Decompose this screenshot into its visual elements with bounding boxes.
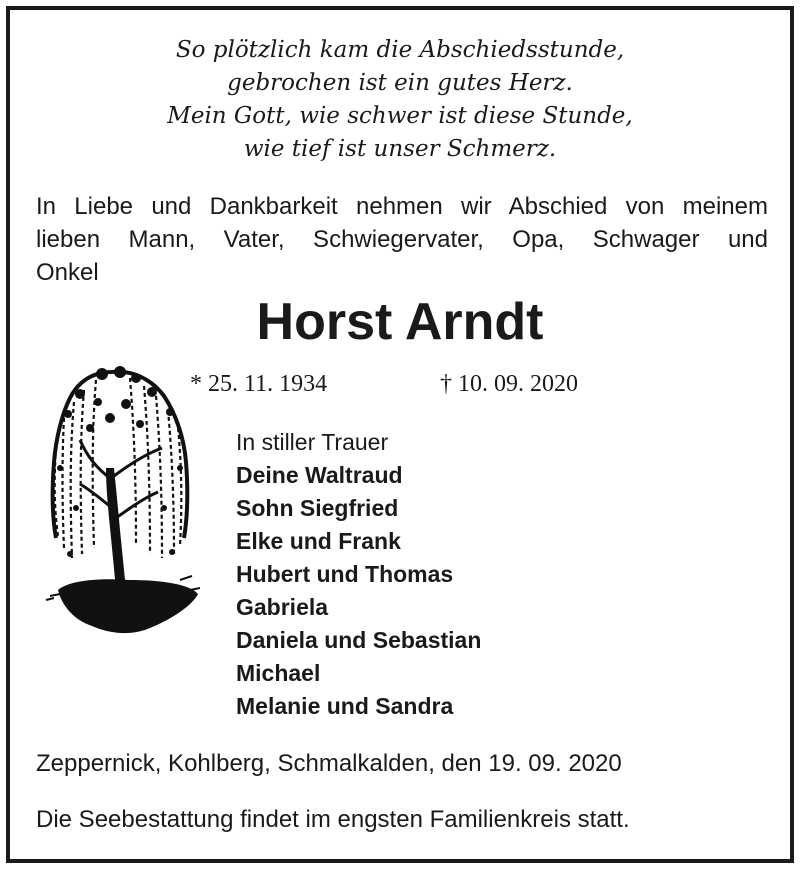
weeping-willow-icon	[40, 358, 200, 638]
mourner: Daniela und Sebastian	[236, 627, 482, 653]
funeral-note: Die Seebestattung findet im engsten Familienkreis statt.	[36, 806, 630, 833]
poem-line: Mein Gott, wie schwer ist diese Stunde,	[167, 103, 633, 129]
intro-line: In Liebe und Dankbarkeit nehmen wir Abschied von meinem	[36, 193, 768, 220]
mourner: Elke und Frank	[236, 528, 401, 554]
intro-line: lieben Mann, Vater, Schwiegervater, Opa, Schwager und	[36, 226, 768, 253]
death-date: † 10. 09. 2020	[440, 371, 578, 397]
deceased-name: Horst Arndt	[256, 293, 544, 351]
mourner: Melanie und Sandra	[236, 693, 454, 719]
life-dates	[190, 368, 630, 400]
mourners-list	[236, 426, 716, 723]
mourner: Sohn Siegfried	[236, 495, 399, 521]
birth-date: * 25. 11. 1934	[190, 371, 328, 397]
mourner: Hubert und Thomas	[236, 561, 454, 587]
mourner: Deine Waltraud	[236, 462, 403, 488]
poem-line: gebrochen ist ein gutes Herz.	[227, 70, 573, 96]
poem-line: wie tief ist unser Schmerz.	[243, 136, 557, 162]
intro-text	[36, 190, 768, 289]
obituary-frame	[6, 6, 794, 863]
intro-line: Onkel	[36, 259, 99, 286]
poem-line: So plötzlich kam die Abschiedsstunde,	[175, 37, 625, 63]
mourner: Michael	[236, 660, 321, 686]
poem	[10, 34, 790, 166]
mourning-heading: In stiller Trauer	[236, 429, 389, 455]
place-date: Zeppernick, Kohlberg, Schmalkalden, den 19. 09. 2020	[36, 750, 622, 777]
mourner: Gabriela	[236, 594, 329, 620]
